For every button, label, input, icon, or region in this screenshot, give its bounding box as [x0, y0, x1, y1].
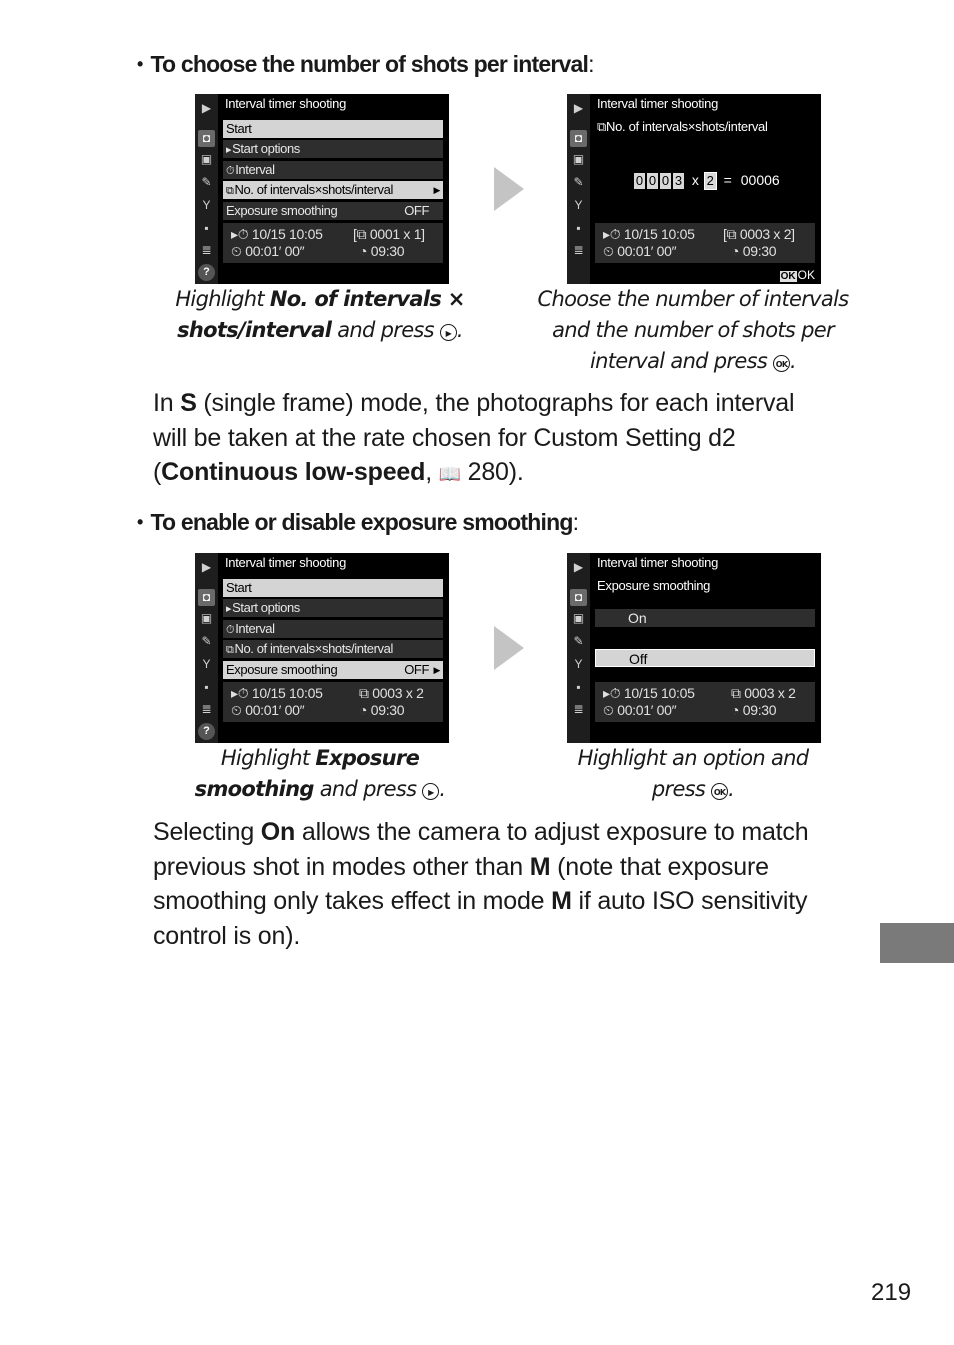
chapter-tab-marker: [880, 923, 954, 963]
playback-menu-icon: ▶: [573, 101, 584, 115]
my-menu-icon: ≣: [573, 702, 584, 716]
retouch-icon: ▪: [576, 221, 581, 235]
screen-title: Interval timer shooting: [225, 96, 346, 111]
start-options-icon: ▸: [226, 603, 232, 615]
status-panel: [595, 682, 815, 722]
submenu-arrow-icon: ▶: [433, 665, 440, 675]
ok-button-icon: OK: [711, 783, 728, 800]
total-shots: 00006: [740, 172, 780, 188]
caption-choose-number: Choose the number of intervals and the number of shots per interval and press OK .: [537, 287, 849, 373]
menu-item-exposure-smoothing[interactable]: Exposure smoothing OFF ▶: [223, 661, 443, 679]
interval-digit[interactable]: 0: [648, 173, 657, 188]
section-heading-exposure-smoothing: • To enable or disable exposure smoothing:: [137, 509, 579, 535]
remaining-time: ◔ 09:30: [731, 702, 777, 718]
pencil-icon: ✎: [573, 634, 584, 648]
interval-digit[interactable]: 0: [661, 173, 670, 188]
wrench-icon: Y: [574, 657, 583, 671]
option-off[interactable]: Off: [595, 649, 815, 667]
next-step-arrow-icon: [494, 626, 524, 670]
menu-tab-bar: [567, 94, 590, 284]
help-icon: ?: [198, 264, 215, 281]
section-heading-shots-per-interval: • To choose the number of shots per interval:: [137, 51, 594, 77]
camera-screen-interval-menu-smoothing: [195, 553, 449, 743]
start-time: ▸⏱ 10/15 10:05: [603, 226, 695, 242]
pencil-icon: ✎: [573, 175, 584, 189]
interval-digit[interactable]: 3: [674, 173, 683, 188]
playback-menu-icon: ▶: [201, 560, 212, 574]
caption-highlight-exposure-smoothing: Highlight Exposure smoothing and press ▶ .: [194, 746, 446, 801]
wrench-icon: Y: [574, 198, 583, 212]
wrench-icon: Y: [202, 657, 211, 671]
interval-value: ⏲ 00:01′ 00″: [231, 702, 305, 718]
caption-highlight-no-of-intervals: Highlight No. of intervals × shots/interval and press ▶ .: [175, 287, 465, 342]
paragraph-exposure-smoothing: Selecting On allows the camera to adjust exposure to match previous shot in modes other than M (note that exposure smoothing only takes effect in mode M if auto ISO sensitivity control is on).: [153, 818, 809, 950]
my-menu-icon: ≣: [201, 243, 212, 257]
screen-subtitle: ⧉No. of intervals×shots/interval: [597, 119, 768, 134]
multi-selector-right-icon: ▶: [440, 324, 457, 341]
shots-summary: ⧉ 0003 x 2: [731, 685, 796, 701]
camera-screen-shots-per-interval: [567, 94, 821, 284]
screen-title: Interval timer shooting: [225, 555, 346, 570]
heading-text: To enable or disable exposure smoothing: [150, 509, 573, 535]
my-menu-icon: ≣: [201, 702, 212, 716]
shots-digit[interactable]: 2: [706, 173, 714, 188]
shots-summary: [⧉ 0003 x 2]: [723, 226, 795, 242]
start-options-icon: ▸: [226, 144, 232, 156]
equals-sign: =: [723, 172, 732, 188]
remaining-time: ◔ 09:30: [359, 702, 405, 718]
ok-button-icon: OK: [773, 355, 790, 372]
menu-tab-bar: [567, 553, 590, 743]
camera-menu-icon: ◘: [570, 130, 587, 147]
interval-value: ⏲ 00:01′ 00″: [231, 243, 305, 259]
remaining-time: ◔ 09:30: [359, 243, 405, 259]
screen-title: Interval timer shooting: [597, 555, 718, 570]
screen-subtitle: Exposure smoothing: [597, 578, 711, 593]
paragraph-single-frame-mode: In S (single frame) mode, the photographs for each interval will be taken at the rate chosen for Custom Setting d2 (Continuous low-speed, 📖 280).: [153, 389, 795, 486]
menu-item-start[interactable]: Start: [223, 579, 443, 597]
caption-highlight-option: Highlight an option and press OK .: [577, 746, 809, 801]
status-panel: [223, 223, 443, 263]
retouch-icon: ▪: [576, 680, 581, 694]
playback-menu-icon: ▶: [573, 560, 584, 574]
retouch-icon: ▪: [204, 680, 209, 694]
next-step-arrow-icon: [494, 167, 524, 211]
exposure-smoothing-value: OFF: [404, 662, 429, 677]
camera-menu-icon: ◘: [570, 589, 587, 606]
camera-menu-icon: ◘: [198, 589, 215, 606]
start-time: ▸⏱ 10/15 10:05: [231, 685, 323, 701]
movie-menu-icon: ▣: [572, 152, 585, 166]
bullet-icon: •: [137, 54, 143, 74]
shots-summary: [⧉ 0001 x 1]: [353, 226, 425, 242]
help-icon: ?: [198, 723, 215, 740]
menu-tab-bar: [195, 553, 218, 743]
option-on[interactable]: On: [595, 609, 815, 627]
movie-menu-icon: ▣: [200, 152, 213, 166]
times-sign: x: [691, 172, 699, 188]
ok-key-icon: OK: [780, 271, 796, 282]
menu-item-no-of-intervals[interactable]: ⧉No. of intervals×shots/interval: [223, 640, 443, 658]
my-menu-icon: ≣: [573, 243, 584, 257]
timer-icon: ⏱: [226, 165, 235, 177]
menu-item-no-of-intervals[interactable]: ⧉No. of intervals×shots/interval ▶: [223, 181, 443, 199]
status-panel: [595, 223, 815, 263]
playback-menu-icon: ▶: [201, 101, 212, 115]
camera-screen-interval-menu: [195, 94, 449, 284]
exposure-smoothing-value: OFF: [404, 203, 429, 218]
interval-value: ⏲ 00:01′ 00″: [603, 702, 677, 718]
start-time: ▸⏱ 10/15 10:05: [231, 226, 323, 242]
menu-item-exposure-smoothing[interactable]: Exposure smoothing OFF: [223, 202, 443, 220]
retouch-icon: ▪: [204, 221, 209, 235]
shots-icon: ⧉: [226, 185, 234, 197]
timer-icon: ⏱: [226, 624, 235, 636]
screen-title: Interval timer shooting: [597, 96, 718, 111]
heading-text: To choose the number of shots per interval: [150, 51, 589, 77]
wrench-icon: Y: [202, 198, 211, 212]
camera-screen-exposure-smoothing: [567, 553, 821, 743]
shots-icon: ⧉: [226, 644, 234, 656]
bullet-icon: •: [137, 512, 143, 532]
interval-digit[interactable]: 0: [635, 173, 644, 188]
start-time: ▸⏱ 10/15 10:05: [603, 685, 695, 701]
menu-tab-bar: [195, 94, 218, 284]
page-reference-icon: 📖: [438, 464, 461, 484]
multi-selector-right-icon: ▶: [422, 783, 439, 800]
menu-item-start[interactable]: Start: [223, 120, 443, 138]
menu-item-start-options[interactable]: ▸Start options: [223, 140, 443, 158]
ok-button-hint: OK OK: [780, 268, 815, 282]
movie-menu-icon: ▣: [572, 611, 585, 625]
menu-item-start-options[interactable]: ▸Start options: [223, 599, 443, 617]
submenu-arrow-icon: ▶: [433, 185, 440, 195]
interval-count-editor[interactable]: [634, 172, 780, 189]
page-number: 219: [871, 1279, 912, 1306]
shots-summary: ⧉ 0003 x 2: [359, 685, 424, 701]
menu-item-interval[interactable]: ⏱Interval: [223, 161, 443, 179]
pencil-icon: ✎: [201, 634, 212, 648]
status-panel: [223, 682, 443, 722]
menu-item-interval[interactable]: ⏱Interval: [223, 620, 443, 638]
pencil-icon: ✎: [201, 175, 212, 189]
remaining-time: ◔ 09:30: [731, 243, 777, 259]
camera-menu-icon: ◘: [198, 130, 215, 147]
interval-value: ⏲ 00:01′ 00″: [603, 243, 677, 259]
movie-menu-icon: ▣: [200, 611, 213, 625]
